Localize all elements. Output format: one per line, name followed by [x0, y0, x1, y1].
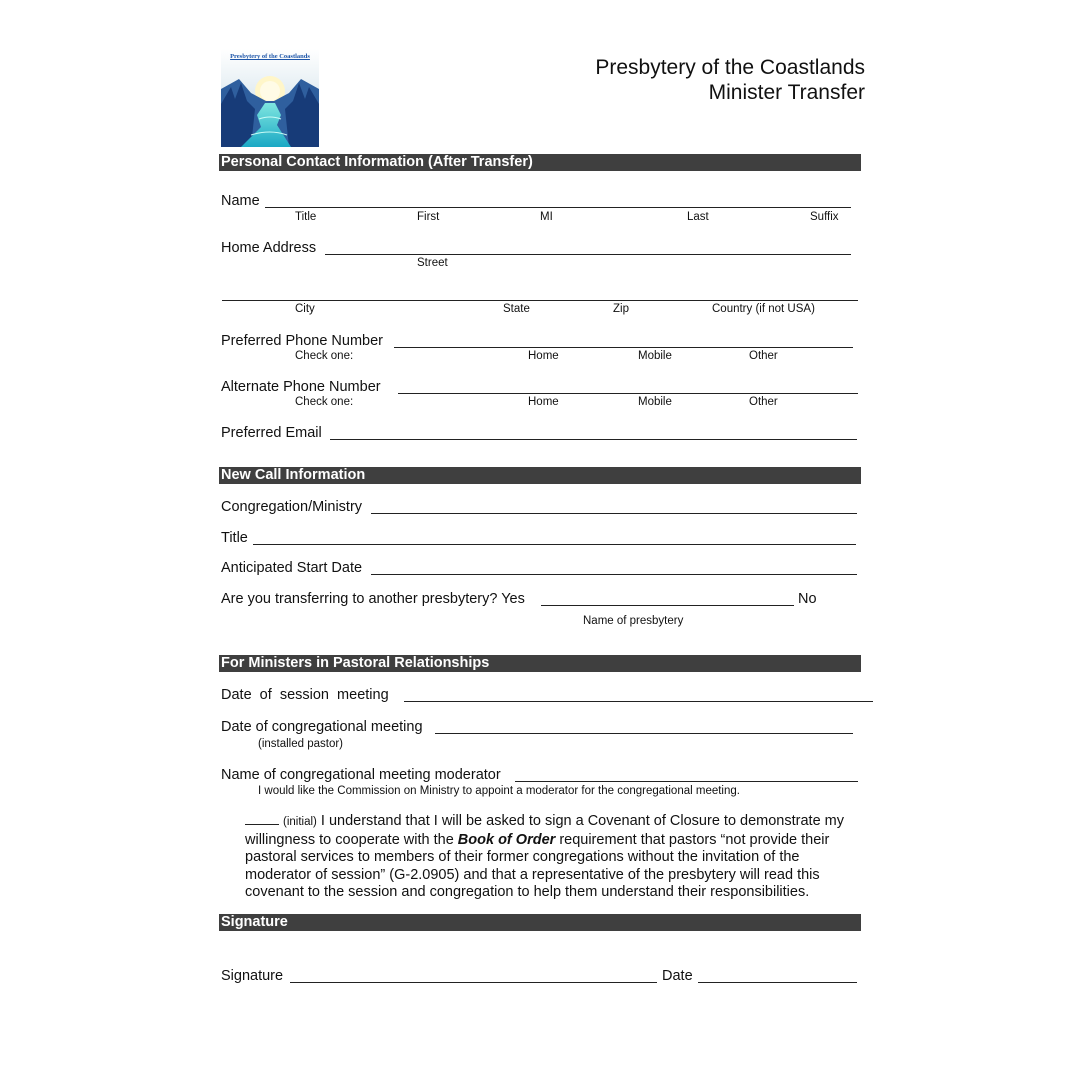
date-label: Date — [662, 968, 693, 984]
address-part-city: City — [295, 303, 315, 315]
preferred-phone-option-mobile[interactable]: Mobile — [638, 350, 672, 362]
book-of-order: Book of Order — [457, 831, 556, 848]
name-label: Name — [221, 193, 260, 209]
name-part-mi: MI — [540, 211, 553, 223]
call-title-field[interactable] — [253, 544, 856, 545]
presbytery-logo — [221, 49, 319, 147]
name-part-last: Last — [687, 211, 709, 223]
address-part-country: Country (if not USA) — [712, 303, 815, 315]
address-part-state: State — [503, 303, 530, 315]
address-part-zip: Zip — [613, 303, 629, 315]
initial-field[interactable] — [245, 813, 279, 825]
start-date-field[interactable] — [371, 574, 857, 575]
congregation-field[interactable] — [371, 513, 857, 514]
home-address-label: Home Address — [221, 240, 317, 256]
alternate-phone-check-one: Check one: — [295, 396, 354, 408]
name-field[interactable] — [265, 207, 851, 208]
alternate-phone-option-other[interactable]: Other — [749, 396, 778, 408]
initial-caption: (initial) — [283, 816, 317, 828]
logo-text: Presbytery of the Coastlands — [230, 53, 310, 60]
alternate-phone-label: Alternate Phone Number — [221, 379, 381, 395]
alternate-phone-field[interactable] — [398, 393, 858, 394]
start-date-label: Anticipated Start Date — [221, 560, 363, 576]
email-field[interactable] — [330, 439, 857, 440]
covenant-text-end: requirement that pastors “not provide their pastoral services to members of their former congregations without the invitation of the moderator of session” (G-2.0905) and that a representative of the presbytery will read this covenant to the session and congregation to help them understand their responsibilities. — [245, 831, 830, 901]
name-part-first: First — [417, 211, 440, 223]
session-meeting-field[interactable] — [404, 701, 873, 702]
covenant-text-start: I understand that I will be asked to sign a Covenant of Closure to demonstrate my willingness to cooperate with the — [245, 813, 844, 848]
transfer-question: Are you transferring to another presbytery? Yes — [221, 591, 525, 607]
street-caption: Street — [417, 257, 448, 269]
logo-landscape-image — [221, 49, 319, 147]
signature-field[interactable] — [290, 982, 657, 983]
presbytery-name-caption: Name of presbytery — [583, 615, 684, 627]
session-meeting-label: Date of session meeting — [221, 687, 389, 703]
date-field[interactable] — [698, 982, 857, 983]
email-label: Preferred Email — [221, 425, 322, 441]
moderator-label: Name of congregational meeting moderator — [221, 767, 501, 783]
street-field[interactable] — [325, 254, 851, 255]
alternate-phone-option-home[interactable]: Home — [528, 396, 559, 408]
city-state-zip-field[interactable] — [222, 300, 858, 301]
name-part-suffix: Suffix — [810, 211, 839, 223]
installed-pastor-note: (installed pastor) — [258, 738, 344, 750]
section-signature: Signature — [219, 914, 861, 931]
preferred-phone-check-one: Check one: — [295, 350, 354, 362]
preferred-phone-option-home[interactable]: Home — [528, 350, 559, 362]
call-title-label: Title — [221, 530, 248, 546]
moderator-field[interactable] — [515, 781, 858, 782]
congregational-meeting-label: Date of congregational meeting — [221, 719, 423, 735]
preferred-phone-option-other[interactable]: Other — [749, 350, 778, 362]
moderator-note: I would like the Commission on Ministry to appoint a moderator for the congregational meeting. — [258, 785, 740, 797]
covenant-paragraph — [245, 813, 865, 902]
congregation-label: Congregation/Ministry — [221, 499, 363, 515]
org-title: Presbytery of the Coastlands — [595, 56, 865, 79]
form-title: Minister Transfer — [708, 81, 865, 104]
section-pastoral: For Ministers in Pastoral Relationships — [219, 655, 861, 672]
presbytery-name-field[interactable] — [541, 605, 794, 606]
alternate-phone-option-mobile[interactable]: Mobile — [638, 396, 672, 408]
preferred-phone-label: Preferred Phone Number — [221, 333, 383, 349]
transfer-no-option[interactable]: No — [798, 591, 817, 607]
section-personal-contact: Personal Contact Information (After Transfer) — [219, 154, 861, 171]
section-new-call: New Call Information — [219, 467, 861, 484]
congregational-meeting-field[interactable] — [435, 733, 853, 734]
preferred-phone-field[interactable] — [394, 347, 853, 348]
name-part-title: Title — [295, 211, 317, 223]
signature-label: Signature — [221, 968, 284, 984]
